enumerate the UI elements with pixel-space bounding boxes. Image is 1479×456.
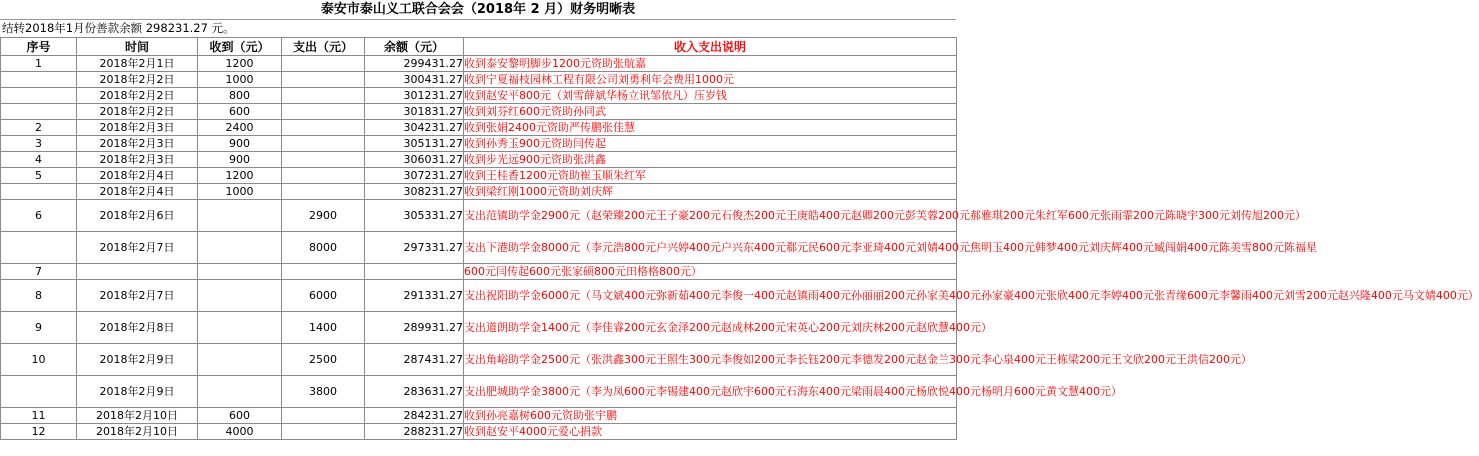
cell-desc[interactable]: 收到赵安平800元（刘雪薛斌华杨立讯邹依凡）压岁钱 [464, 88, 957, 104]
table-row [1, 104, 957, 120]
cell-balance[interactable]: 308231.27 [365, 184, 464, 200]
table-row [1, 264, 957, 280]
cell-desc[interactable]: 收到步光远900元资助张洪鑫 [464, 152, 957, 168]
cell-date[interactable]: 2018年2月4日 [77, 168, 198, 184]
cell-desc[interactable]: 支出道朗助学金1400元（李佳睿200元玄金泽200元赵成林200元宋英心200元刘庆林200元赵欣慧400元） [464, 312, 957, 344]
cell-income[interactable] [198, 376, 282, 408]
cell-date[interactable]: 2018年2月3日 [77, 120, 198, 136]
cell-balance[interactable] [365, 264, 464, 280]
cell-date[interactable]: 2018年2月9日 [77, 376, 198, 408]
table-row [1, 312, 957, 344]
carry-over-note: 结转2018年1月份善款余额 298231.27 元。 [2, 21, 235, 35]
cell-expense[interactable]: 2900 [282, 200, 365, 232]
header-desc: 收入支出说明 [464, 38, 957, 56]
cell-balance[interactable]: 297331.27 [365, 232, 464, 264]
cell-balance[interactable]: 288231.27 [365, 424, 464, 440]
cell-income[interactable] [198, 200, 282, 232]
cell-expense[interactable]: 3800 [282, 376, 365, 408]
sheet-title: 泰安市泰山义工联合会会（2018年 2 月）财务明晰表 [0, 0, 956, 20]
cell-income[interactable]: 900 [198, 152, 282, 168]
table-row [1, 88, 957, 104]
cell-desc[interactable]: 收到孙亮嘉树600元资助张宇鹏 [464, 408, 957, 424]
cell-expense[interactable] [282, 424, 365, 440]
cell-seq[interactable]: 1 [1, 56, 77, 72]
cell-balance[interactable]: 305131.27 [365, 136, 464, 152]
cell-seq[interactable]: 2 [1, 120, 77, 136]
cell-desc[interactable]: 600元闫传起600元张家硕800元田格格800元） [464, 264, 957, 280]
cell-expense[interactable] [282, 184, 365, 200]
cell-balance[interactable]: 291331.27 [365, 280, 464, 312]
cell-desc[interactable]: 收到张娟2400元资助严传鹏张佳慧 [464, 120, 957, 136]
cell-date[interactable]: 2018年2月8日 [77, 312, 198, 344]
header-seq: 序号 [1, 38, 77, 56]
cell-date[interactable]: 2018年2月4日 [77, 184, 198, 200]
table-row [1, 408, 957, 424]
cell-balance[interactable]: 304231.27 [365, 120, 464, 136]
cell-income[interactable]: 800 [198, 88, 282, 104]
cell-income[interactable]: 4000 [198, 424, 282, 440]
cell-balance[interactable]: 306031.27 [365, 152, 464, 168]
table-row [1, 72, 957, 88]
cell-desc[interactable]: 支出范镇助学金2900元（赵荣臻200元王子豪200元石俊杰200元王庚皓400元赵卿200元彭芙蓉200元郝雅琪200元朱红军600元张雨霏200元陈晓宇300元刘传旭200元） [464, 200, 957, 232]
cell-balance[interactable]: 299431.27 [365, 56, 464, 72]
cell-seq[interactable]: 7 [1, 264, 77, 280]
cell-expense[interactable] [282, 136, 365, 152]
cell-desc[interactable]: 支出肥城助学金3800元（李为凤600元李锡建400元赵欣宇600元石海东400元梁雨晨400元杨欣悦400元杨明月600元黄文慧400元） [464, 376, 957, 408]
cell-seq[interactable]: 11 [1, 408, 77, 424]
cell-seq[interactable]: 4 [1, 152, 77, 168]
table-row [1, 424, 957, 440]
cell-balance[interactable]: 300431.27 [365, 72, 464, 88]
table-row [1, 136, 957, 152]
cell-desc[interactable]: 收到泰安黎明脚步1200元资助张航嘉 [464, 56, 957, 72]
cell-desc[interactable]: 收到王桂香1200元资助崔玉顺朱红军 [464, 168, 957, 184]
table-row [1, 168, 957, 184]
cell-expense[interactable] [282, 56, 365, 72]
header-expense: 支出（元） [282, 38, 365, 56]
cell-desc[interactable]: 收到梁红刚1000元资助刘庆辉 [464, 184, 957, 200]
header-balance: 余额（元） [365, 38, 464, 56]
cell-date[interactable]: 2018年2月10日 [77, 408, 198, 424]
table-row [1, 376, 957, 408]
cell-seq[interactable] [1, 72, 77, 88]
cell-expense[interactable] [282, 104, 365, 120]
cell-seq[interactable]: 9 [1, 312, 77, 344]
cell-seq[interactable] [1, 88, 77, 104]
cell-seq[interactable] [1, 184, 77, 200]
cell-income[interactable] [198, 280, 282, 312]
cell-date[interactable]: 2018年2月6日 [77, 200, 198, 232]
cell-expense[interactable] [282, 168, 365, 184]
ledger-table [0, 37, 1479, 440]
cell-date[interactable] [77, 264, 198, 280]
cell-desc[interactable]: 收到孙秀玉900元资助闫传起 [464, 136, 957, 152]
cell-seq[interactable] [1, 376, 77, 408]
cell-expense[interactable]: 2500 [282, 344, 365, 376]
cell-income[interactable] [198, 344, 282, 376]
cell-date[interactable]: 2018年2月10日 [77, 424, 198, 440]
cell-income[interactable]: 1200 [198, 168, 282, 184]
cell-expense[interactable] [282, 120, 365, 136]
cell-income[interactable]: 600 [198, 104, 282, 120]
cell-expense[interactable] [282, 152, 365, 168]
cell-date[interactable]: 2018年2月7日 [77, 232, 198, 264]
cell-date[interactable]: 2018年2月1日 [77, 56, 198, 72]
cell-desc[interactable]: 收到宁夏福枝园林工程有限公司刘勇利年会费用1000元 [464, 72, 957, 88]
cell-date[interactable]: 2018年2月2日 [77, 104, 198, 120]
cell-income[interactable]: 1200 [198, 56, 282, 72]
table-row [1, 344, 957, 376]
cell-balance[interactable]: 301831.27 [365, 104, 464, 120]
table-row [1, 120, 957, 136]
cell-balance[interactable]: 283631.27 [365, 376, 464, 408]
table-row [1, 232, 957, 264]
cell-seq[interactable]: 6 [1, 200, 77, 232]
cell-income[interactable] [198, 264, 282, 280]
table-row [1, 200, 957, 232]
table-row [1, 280, 957, 312]
cell-expense[interactable] [282, 72, 365, 88]
cell-balance[interactable]: 301231.27 [365, 88, 464, 104]
cell-date[interactable]: 2018年2月2日 [77, 72, 198, 88]
header-date: 时间 [77, 38, 198, 56]
header-income: 收到（元） [198, 38, 282, 56]
table-row [1, 56, 957, 72]
cell-expense[interactable] [282, 264, 365, 280]
cell-expense[interactable] [282, 408, 365, 424]
cell-desc[interactable]: 收到赵安平4000元爱心捐款 [464, 424, 957, 440]
cell-expense[interactable]: 1400 [282, 312, 365, 344]
cell-date[interactable]: 2018年2月7日 [77, 280, 198, 312]
cell-seq[interactable] [1, 232, 77, 264]
cell-income[interactable]: 600 [198, 408, 282, 424]
cell-desc[interactable]: 支出下港助学金8000元（李元浩800元户兴婷400元户兴东400元郗元民600元李亚琦400元刘婧400元焦明玉400元韩梦400元刘庆辉400元臧闯娟400元陈美雪800元陈福星 [464, 232, 957, 264]
table-row [1, 184, 957, 200]
cell-balance[interactable]: 289931.27 [365, 312, 464, 344]
cell-desc[interactable]: 收到刘芬红600元资助孙同武 [464, 104, 957, 120]
cell-balance[interactable]: 284231.27 [365, 408, 464, 424]
cell-expense[interactable] [282, 88, 365, 104]
cell-expense[interactable]: 8000 [282, 232, 365, 264]
cell-date[interactable]: 2018年2月3日 [77, 136, 198, 152]
cell-date[interactable]: 2018年2月3日 [77, 152, 198, 168]
cell-date[interactable]: 2018年2月9日 [77, 344, 198, 376]
cell-income[interactable]: 900 [198, 136, 282, 152]
cell-seq[interactable]: 12 [1, 424, 77, 440]
cell-income[interactable]: 2400 [198, 120, 282, 136]
cell-seq[interactable]: 10 [1, 344, 77, 376]
cell-desc[interactable]: 支出祝阳助学金6000元（马文斌400元弥新茹400元李俊一400元赵镇雨400元孙丽丽200元孙家美400元孙家豪400元张欣400元李婷400元张青缘600元李馨雨400元刘雪200元赵兴隆400元马文婧400元） [464, 280, 957, 312]
cell-income[interactable]: 1000 [198, 72, 282, 88]
cell-income[interactable]: 1000 [198, 184, 282, 200]
table-row [1, 152, 957, 168]
cell-seq[interactable]: 3 [1, 136, 77, 152]
cell-expense[interactable]: 6000 [282, 280, 365, 312]
cell-seq[interactable]: 5 [1, 168, 77, 184]
cell-date[interactable]: 2018年2月2日 [77, 88, 198, 104]
cell-balance[interactable]: 305331.27 [365, 200, 464, 232]
cell-seq[interactable]: 8 [1, 280, 77, 312]
cell-income[interactable] [198, 232, 282, 264]
cell-balance[interactable]: 307231.27 [365, 168, 464, 184]
header-row [1, 38, 957, 56]
cell-desc[interactable]: 支出角峪助学金2500元（张洪鑫300元王照生300元李俊如200元李长钰200元李德发200元赵金兰300元李心泉400元王栋梁200元王文欣200元王洪信200元） [464, 344, 957, 376]
cell-income[interactable] [198, 312, 282, 344]
cell-seq[interactable] [1, 104, 77, 120]
cell-balance[interactable]: 287431.27 [365, 344, 464, 376]
